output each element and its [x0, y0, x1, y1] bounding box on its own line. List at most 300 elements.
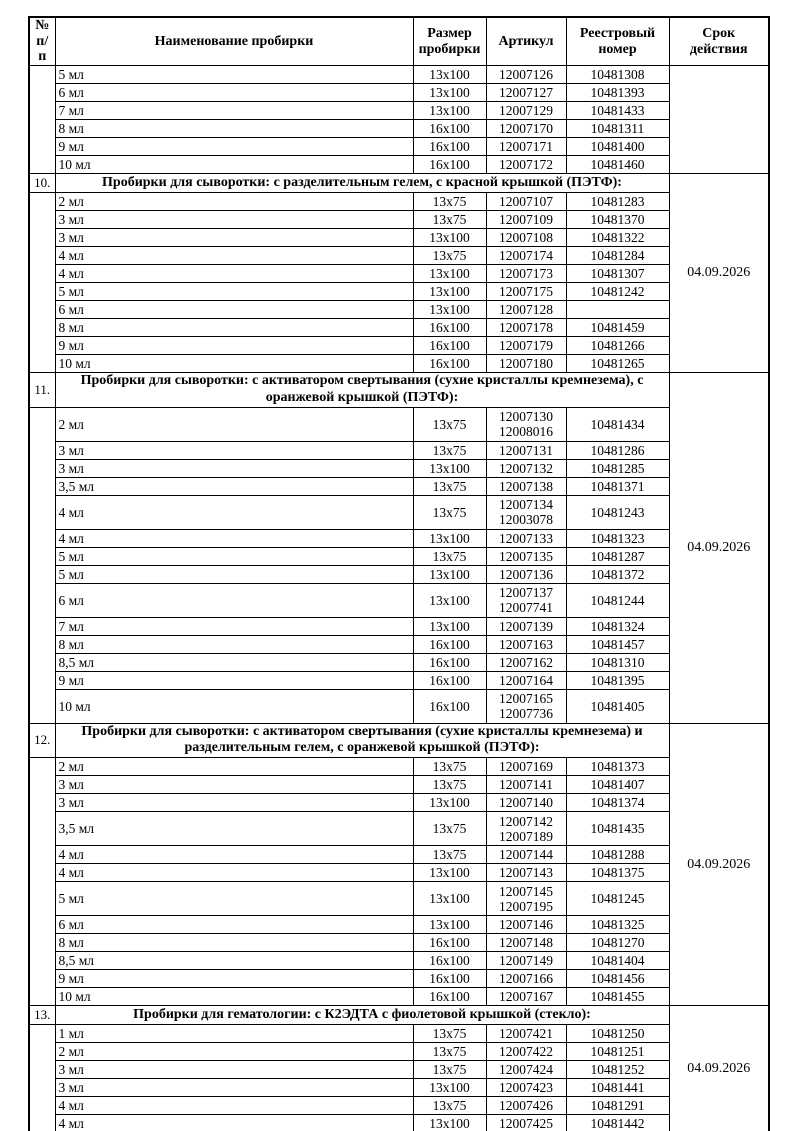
- table-row: [29, 156, 769, 174]
- registry-number-cell: [566, 301, 669, 319]
- tube-name-cell: 5 мл: [55, 66, 413, 84]
- tube-size-cell: 13x75: [413, 495, 486, 529]
- registry-number-cell: 10481374: [566, 794, 669, 812]
- table-row: [29, 84, 769, 102]
- tube-name-cell: 8,5 мл: [55, 653, 413, 671]
- article-number: 12007425: [499, 1115, 553, 1131]
- tube-size-cell: 13x75: [413, 211, 486, 229]
- tube-name-cell: 6 мл: [55, 84, 413, 102]
- table-row: [29, 459, 769, 477]
- tube-size-cell: 13x100: [413, 794, 486, 812]
- validity-cell: 04.09.2026: [669, 373, 769, 724]
- registry-number-cell: 10481266: [566, 337, 669, 355]
- tube-size-cell: 13x100: [413, 529, 486, 547]
- table-row: [29, 689, 769, 723]
- article-cell: [486, 776, 566, 794]
- table-row: [29, 846, 769, 864]
- article-cell: [486, 653, 566, 671]
- tube-name-cell: 2 мл: [55, 193, 413, 211]
- tube-name-cell: 4 мл: [55, 1115, 413, 1131]
- article-number: 12007167: [499, 989, 553, 1005]
- tube-size-cell: 13x75: [413, 193, 486, 211]
- tube-name-cell: 7 мл: [55, 617, 413, 635]
- tube-name-cell: 5 мл: [55, 547, 413, 565]
- tube-size-cell: 13x100: [413, 1079, 486, 1097]
- tube-size-cell: 13x75: [413, 1043, 486, 1061]
- table-row: [29, 1079, 769, 1097]
- article-cell: [486, 671, 566, 689]
- article-number: 12007172: [499, 156, 553, 172]
- article-number: 12007422: [499, 1044, 553, 1060]
- registry-number-cell: 10481395: [566, 671, 669, 689]
- table-row: [29, 301, 769, 319]
- tube-name-cell: 10 мл: [55, 988, 413, 1006]
- article-number: 12007426: [499, 1098, 553, 1114]
- tube-size-cell: 16x100: [413, 635, 486, 653]
- tube-name-cell: 4 мл: [55, 864, 413, 882]
- tube-name-cell: 4 мл: [55, 247, 413, 265]
- tube-name-cell: 2 мл: [55, 758, 413, 776]
- article-cell: [486, 441, 566, 459]
- article-cell: [486, 846, 566, 864]
- tube-name-cell: 5 мл: [55, 882, 413, 916]
- tube-name-cell: 8 мл: [55, 319, 413, 337]
- header-row: [29, 17, 769, 66]
- table-row: [29, 1061, 769, 1079]
- article-cell: [486, 156, 566, 174]
- article-number: 12007180: [499, 355, 553, 371]
- article-number: 12007138: [499, 478, 553, 494]
- tube-name-cell: 6 мл: [55, 583, 413, 617]
- article-number: 12007107: [499, 193, 553, 209]
- article-cell: [486, 988, 566, 1006]
- article-number: 12007137: [499, 585, 553, 600]
- registry-number-cell: 10481288: [566, 846, 669, 864]
- article-number: 12007162: [499, 654, 553, 670]
- article-cell: [486, 864, 566, 882]
- article-number: 12007163: [499, 636, 553, 652]
- tube-name-cell: 2 мл: [55, 407, 413, 441]
- col-header-article: Артикул: [486, 17, 566, 66]
- table-row: [29, 864, 769, 882]
- table-row: [29, 66, 769, 84]
- tube-size-cell: 13x100: [413, 916, 486, 934]
- registry-number-cell: 10481325: [566, 916, 669, 934]
- article-number: 12007421: [499, 1026, 553, 1042]
- tube-size-cell: 13x100: [413, 301, 486, 319]
- tube-size-cell: 13x75: [413, 758, 486, 776]
- table-row: [29, 265, 769, 283]
- tube-name-cell: 4 мл: [55, 529, 413, 547]
- tube-name-cell: 8 мл: [55, 635, 413, 653]
- tube-size-cell: 13x100: [413, 617, 486, 635]
- table-row: [29, 102, 769, 120]
- section-title-cell: Пробирки для сыворотки: с разделительным гелем, с красной крышкой (ПЭТФ):: [55, 174, 669, 193]
- article-number: 12007127: [499, 84, 553, 100]
- tube-name-cell: 3 мл: [55, 229, 413, 247]
- registry-number-cell: 10481371: [566, 477, 669, 495]
- row-group-number-cell: [29, 193, 55, 373]
- tube-name-cell: 10 мл: [55, 355, 413, 373]
- article-cell: [486, 529, 566, 547]
- article-cell: [486, 138, 566, 156]
- tube-name-cell: 3 мл: [55, 459, 413, 477]
- article-cell: [486, 247, 566, 265]
- table-row: [29, 583, 769, 617]
- tube-name-cell: 8 мл: [55, 120, 413, 138]
- tube-name-cell: 6 мл: [55, 301, 413, 319]
- article-number: 12007166: [499, 971, 553, 987]
- tube-name-cell: 3 мл: [55, 441, 413, 459]
- tube-name-cell: 9 мл: [55, 138, 413, 156]
- tube-name-cell: 3 мл: [55, 794, 413, 812]
- tube-size-cell: 16x100: [413, 355, 486, 373]
- tube-name-cell: 8,5 мл: [55, 952, 413, 970]
- table-row: [29, 916, 769, 934]
- tube-name-cell: 9 мл: [55, 671, 413, 689]
- article-number: 12007146: [499, 917, 553, 933]
- tube-size-cell: 16x100: [413, 934, 486, 952]
- registry-number-cell: 10481457: [566, 635, 669, 653]
- article-cell: [486, 120, 566, 138]
- validity-cell: [669, 66, 769, 174]
- article-number: 12007109: [499, 211, 553, 227]
- article-cell: [486, 229, 566, 247]
- table-row: [29, 138, 769, 156]
- tube-size-cell: 13x100: [413, 283, 486, 301]
- registry-number-cell: 10481370: [566, 211, 669, 229]
- table-row: [29, 193, 769, 211]
- article-number: 12007131: [499, 442, 553, 458]
- tube-size-cell: 16x100: [413, 653, 486, 671]
- table-row: [29, 441, 769, 459]
- article-number: 12007141: [499, 777, 553, 793]
- registry-number-cell: 10481322: [566, 229, 669, 247]
- table-row: [29, 653, 769, 671]
- article-cell: [486, 970, 566, 988]
- table-row: [29, 758, 769, 776]
- table-header: [29, 17, 769, 66]
- registry-number-cell: 10481307: [566, 265, 669, 283]
- article-cell: [486, 1079, 566, 1097]
- tube-size-cell: 16x100: [413, 970, 486, 988]
- article-number: 12007139: [499, 618, 553, 634]
- article-number: 12007175: [499, 283, 553, 299]
- article-cell: [486, 689, 566, 723]
- article-number: 12007148: [499, 935, 553, 951]
- table-row: [29, 283, 769, 301]
- col-header-registry: Реестровый номер: [566, 17, 669, 66]
- article-cell: [486, 301, 566, 319]
- section-title-cell: Пробирки для гематологии: с К2ЭДТА с фиолетовой крышкой (стекло):: [55, 1006, 669, 1025]
- tube-name-cell: 5 мл: [55, 283, 413, 301]
- tube-size-cell: 13x100: [413, 102, 486, 120]
- tube-size-cell: 13x75: [413, 247, 486, 265]
- tube-name-cell: 3 мл: [55, 211, 413, 229]
- col-header-num: № п/п: [29, 17, 55, 66]
- article-cell: [486, 283, 566, 301]
- section-number-cell: 10.: [29, 174, 55, 193]
- row-group-number-cell: [29, 758, 55, 1006]
- table-row: [29, 635, 769, 653]
- tube-size-cell: 16x100: [413, 156, 486, 174]
- tube-size-cell: 13x100: [413, 1115, 486, 1131]
- row-group-number-cell: [29, 1025, 55, 1131]
- registry-number-cell: 10481323: [566, 529, 669, 547]
- article-cell: [486, 495, 566, 529]
- article-number: 12007134: [499, 497, 553, 512]
- article-cell: [486, 84, 566, 102]
- article-cell: [486, 635, 566, 653]
- article-number: 12007165: [499, 691, 553, 706]
- col-header-size: Размер пробирки: [413, 17, 486, 66]
- table-row: [29, 565, 769, 583]
- article-number: 12007133: [499, 530, 553, 546]
- row-group-number-cell: [29, 66, 55, 174]
- article-number: 12007144: [499, 847, 553, 863]
- tube-size-cell: 16x100: [413, 689, 486, 723]
- table-row: [29, 1025, 769, 1043]
- registry-number-cell: 10481250: [566, 1025, 669, 1043]
- article-number: 12007736: [499, 706, 553, 722]
- table-row: [29, 882, 769, 916]
- table-row: [29, 529, 769, 547]
- article-cell: [486, 1061, 566, 1079]
- tube-name-cell: 3 мл: [55, 1079, 413, 1097]
- registry-number-cell: 10481286: [566, 441, 669, 459]
- article-cell: [486, 934, 566, 952]
- tube-name-cell: 5 мл: [55, 565, 413, 583]
- table-row: [29, 1115, 769, 1131]
- table-row: [29, 812, 769, 846]
- article-number: 12007128: [499, 301, 553, 317]
- tube-size-cell: 16x100: [413, 337, 486, 355]
- tube-size-cell: 13x100: [413, 84, 486, 102]
- tube-size-cell: 13x100: [413, 864, 486, 882]
- tube-name-cell: 3,5 мл: [55, 477, 413, 495]
- article-number: 12007423: [499, 1080, 553, 1096]
- section-title-cell: Пробирки для сыворотки: с активатором свертывания (сухие кристаллы кремнезема), с оранжевой крышкой (ПЭТФ):: [55, 373, 669, 408]
- section-number-cell: 12.: [29, 723, 55, 758]
- tube-name-cell: 10 мл: [55, 156, 413, 174]
- section-number-cell: 13.: [29, 1006, 55, 1025]
- article-cell: [486, 355, 566, 373]
- tube-name-cell: 10 мл: [55, 689, 413, 723]
- tube-size-cell: 13x75: [413, 1097, 486, 1115]
- tube-size-cell: 13x75: [413, 547, 486, 565]
- registry-number-cell: 10481455: [566, 988, 669, 1006]
- registry-number-cell: 10481459: [566, 319, 669, 337]
- article-cell: [486, 758, 566, 776]
- table-row: [29, 407, 769, 441]
- tube-size-cell: 16x100: [413, 138, 486, 156]
- article-number: 12007171: [499, 138, 553, 154]
- article-cell: [486, 407, 566, 441]
- tube-name-cell: 2 мл: [55, 1043, 413, 1061]
- article-cell: [486, 102, 566, 120]
- tube-name-cell: 6 мл: [55, 916, 413, 934]
- tube-name-cell: 9 мл: [55, 970, 413, 988]
- tube-size-cell: 13x75: [413, 1061, 486, 1079]
- article-cell: [486, 952, 566, 970]
- article-number: 12007195: [499, 898, 553, 914]
- article-cell: [486, 337, 566, 355]
- table-row: [29, 952, 769, 970]
- registry-number-cell: 10481442: [566, 1115, 669, 1131]
- table-row: [29, 477, 769, 495]
- registry-number-cell: 10481405: [566, 689, 669, 723]
- article-number: 12007178: [499, 319, 553, 335]
- article-number: 12007136: [499, 566, 553, 582]
- section-header-row: [29, 373, 769, 408]
- registry-number-cell: 10481407: [566, 776, 669, 794]
- tube-size-cell: 13x100: [413, 66, 486, 84]
- tube-size-cell: 13x75: [413, 441, 486, 459]
- article-number: 12007143: [499, 865, 553, 881]
- article-cell: [486, 916, 566, 934]
- article-number: 12007130: [499, 409, 553, 424]
- section-header-row: [29, 1006, 769, 1025]
- tube-name-cell: 3 мл: [55, 776, 413, 794]
- article-number: 12007424: [499, 1062, 553, 1078]
- article-number: 12007179: [499, 337, 553, 353]
- article-number: 12007174: [499, 247, 553, 263]
- registry-number-cell: 10481324: [566, 617, 669, 635]
- table-row: [29, 1097, 769, 1115]
- tube-name-cell: 4 мл: [55, 495, 413, 529]
- registry-number-cell: 10481284: [566, 247, 669, 265]
- article-number: 12007164: [499, 672, 553, 688]
- table-row: [29, 934, 769, 952]
- tube-size-cell: 16x100: [413, 671, 486, 689]
- article-cell: [486, 617, 566, 635]
- tube-size-cell: 13x75: [413, 1025, 486, 1043]
- col-header-validity: Срок действия: [669, 17, 769, 66]
- article-cell: [486, 477, 566, 495]
- tube-size-cell: 13x75: [413, 812, 486, 846]
- table-row: [29, 617, 769, 635]
- article-number: 12007132: [499, 460, 553, 476]
- tube-name-cell: 4 мл: [55, 265, 413, 283]
- table-row: [29, 1043, 769, 1061]
- registry-number-cell: 10481242: [566, 283, 669, 301]
- validity-cell: 04.09.2026: [669, 174, 769, 373]
- registry-number-cell: 10481433: [566, 102, 669, 120]
- table-body: [29, 66, 769, 1131]
- article-cell: [486, 583, 566, 617]
- article-number: 12007149: [499, 953, 553, 969]
- tube-name-cell: 3 мл: [55, 1061, 413, 1079]
- article-cell: [486, 565, 566, 583]
- registry-number-cell: 10481283: [566, 193, 669, 211]
- registry-number-cell: 10481372: [566, 565, 669, 583]
- registry-number-cell: 10481251: [566, 1043, 669, 1061]
- registry-number-cell: 10481404: [566, 952, 669, 970]
- tube-name-cell: 1 мл: [55, 1025, 413, 1043]
- table-row: [29, 211, 769, 229]
- registry-number-cell: 10481393: [566, 84, 669, 102]
- registry-number-cell: 10481285: [566, 459, 669, 477]
- tube-size-cell: 13x100: [413, 229, 486, 247]
- tube-name-cell: 4 мл: [55, 846, 413, 864]
- registry-number-cell: 10481291: [566, 1097, 669, 1115]
- validity-cell: 04.09.2026: [669, 1006, 769, 1131]
- tube-size-cell: 13x100: [413, 882, 486, 916]
- registry-number-cell: 10481265: [566, 355, 669, 373]
- article-cell: [486, 1115, 566, 1131]
- row-group-number-cell: [29, 407, 55, 723]
- section-title-cell: Пробирки для сыворотки: с активатором свертывания (сухие кристаллы кремнезема) и разделительным гелем, с оранжевой крышкой (ПЭТФ):: [55, 723, 669, 758]
- registry-number-cell: 10481400: [566, 138, 669, 156]
- article-number: 12007741: [499, 600, 553, 616]
- tube-size-cell: 13x75: [413, 776, 486, 794]
- article-number: 12007142: [499, 813, 553, 829]
- tube-size-cell: 13x75: [413, 846, 486, 864]
- registry-number-cell: 10481435: [566, 812, 669, 846]
- tube-name-cell: 7 мл: [55, 102, 413, 120]
- article-number: 12007126: [499, 66, 553, 82]
- article-cell: [486, 812, 566, 846]
- col-header-name: Наименование пробирки: [55, 17, 413, 66]
- article-cell: [486, 794, 566, 812]
- registry-number-cell: 10481311: [566, 120, 669, 138]
- tube-name-cell: 3,5 мл: [55, 812, 413, 846]
- tube-size-cell: 13x100: [413, 565, 486, 583]
- article-cell: [486, 1025, 566, 1043]
- article-number: 12007108: [499, 229, 553, 245]
- article-number: 12007140: [499, 795, 553, 811]
- tube-size-cell: 16x100: [413, 952, 486, 970]
- table-row: [29, 355, 769, 373]
- table-row: [29, 495, 769, 529]
- table-row: [29, 988, 769, 1006]
- table-row: [29, 547, 769, 565]
- article-cell: [486, 265, 566, 283]
- registry-number-cell: 10481373: [566, 758, 669, 776]
- article-number: 12007189: [499, 828, 553, 844]
- section-header-row: [29, 174, 769, 193]
- table-row: [29, 229, 769, 247]
- table-row: [29, 120, 769, 138]
- article-number: 12007169: [499, 759, 553, 775]
- article-cell: [486, 319, 566, 337]
- tube-size-cell: 16x100: [413, 319, 486, 337]
- article-number: 12007145: [499, 883, 553, 899]
- article-cell: [486, 882, 566, 916]
- article-cell: [486, 1043, 566, 1061]
- registry-number-cell: 10481375: [566, 864, 669, 882]
- article-cell: [486, 211, 566, 229]
- article-number: 12003078: [499, 512, 553, 528]
- article-number: 12007173: [499, 265, 553, 281]
- table-row: [29, 319, 769, 337]
- article-cell: [486, 547, 566, 565]
- registry-number-cell: 10481244: [566, 583, 669, 617]
- article-number: 12008016: [499, 424, 553, 440]
- tubes-table: [28, 16, 770, 1131]
- article-cell: [486, 1097, 566, 1115]
- registry-number-cell: 10481243: [566, 495, 669, 529]
- table-row: [29, 671, 769, 689]
- table-row: [29, 794, 769, 812]
- validity-cell: 04.09.2026: [669, 723, 769, 1006]
- table-row: [29, 247, 769, 265]
- registry-number-cell: 10481252: [566, 1061, 669, 1079]
- tube-size-cell: 16x100: [413, 988, 486, 1006]
- tube-size-cell: 13x75: [413, 407, 486, 441]
- registry-number-cell: 10481456: [566, 970, 669, 988]
- article-number: 12007135: [499, 548, 553, 564]
